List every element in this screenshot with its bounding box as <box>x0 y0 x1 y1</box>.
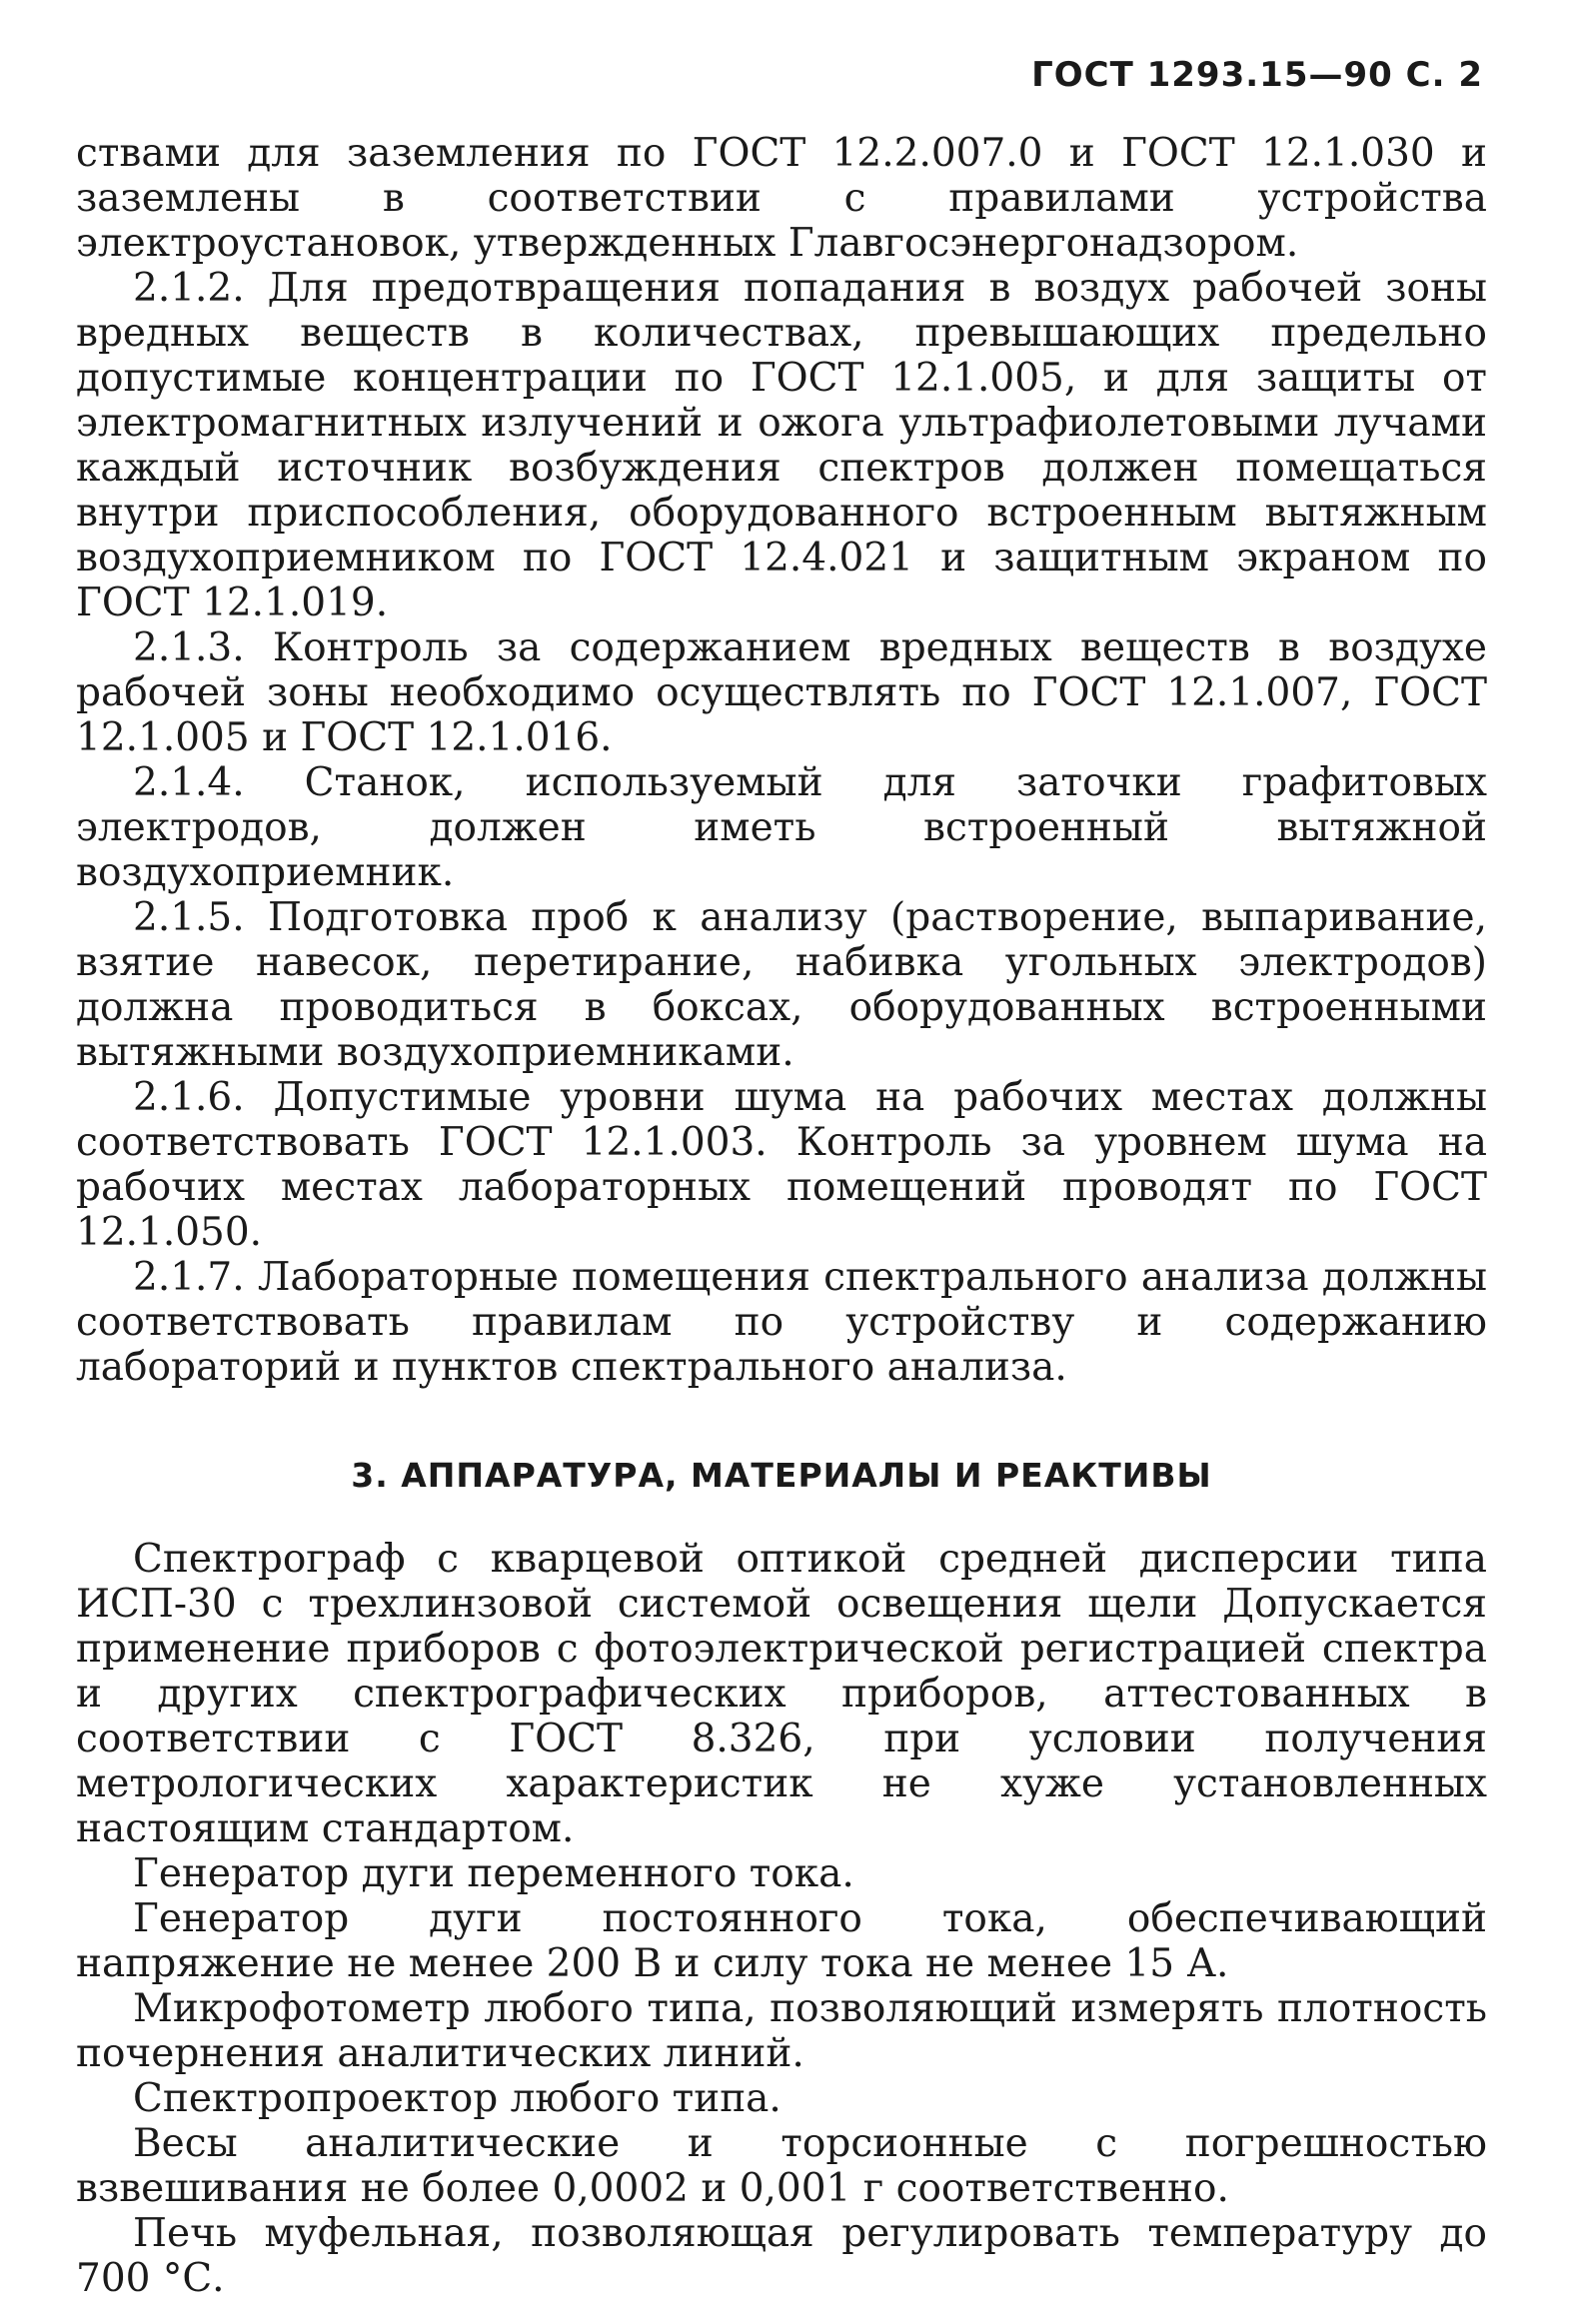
paragraph-2-1-5: 2.1.5. Подготовка проб к анализу (растворение, выпаривание, взятие навесок, перетирание, набивка угольных электродов) должна проводиться в боксах, оборудованных встроенными вытяжными воздухоприемниками. <box>76 895 1487 1075</box>
paragraph-dc-arc-generator: Генератор дуги постоянного тока, обеспечивающий напряжение не менее 200 В и силу тока не менее 15 А. <box>76 1896 1487 1986</box>
paragraph-spectroprojector: Спектропроектор любого типа. <box>133 2076 782 2121</box>
paragraph-microphotometer: Микрофотометр любого типа, позволяющий измерять плотность почернения аналитических линий. <box>76 1986 1487 2076</box>
paragraph-scales: Весы аналитические и торсионные с погрешностью взвешивания не более 0,0002 и 0,001 г соответственно. <box>76 2121 1487 2211</box>
section-3-heading: 3. АППАРАТУРА, МАТЕРИАЛЫ И РЕАКТИВЫ <box>351 1456 1212 1495</box>
section-3-body <box>76 1537 1487 2301</box>
paragraph-2-1-2: 2.1.2. Для предотвращения попадания в воздух рабочей зоны вредных веществ в количествах, превышающих предельно допустимые концентрации по ГОСТ 12.1.005, и для защиты от электромагнитных излучений и ожога ультрафиолетовыми лучами каждый источник возбуждения спектров должен помещаться внутри приспособления, оборудованного встроенным вытяжным воздухоприемником по ГОСТ 12.4.021 и защитным экраном по ГОСТ 12.1.019. <box>76 266 1487 625</box>
paragraph-2-1-4: 2.1.4. Станок, используемый для заточки графитовых электродов, должен иметь встроенный вытяжной воздухоприемник. <box>76 760 1487 895</box>
section-2-continuation <box>76 131 1487 1390</box>
paragraph-ac-arc-generator: Генератор дуги переменного тока. <box>133 1851 854 1896</box>
paragraph-muffle-furnace: Печь муфельная, позволяющая регулировать температуру до 700 °С. <box>76 2211 1487 2301</box>
page-header: ГОСТ 1293.15—90 С. 2 <box>1031 55 1483 95</box>
paragraph-2-1-1-continued: ствами для заземления по ГОСТ 12.2.007.0 и ГОСТ 12.1.030 и заземлены в соответствии с правилами устройства электроустановок, утвержденных Главгосэнергонадзором. <box>76 131 1487 266</box>
paragraph-spectrograph: Спектрограф с кварцевой оптикой средней дисперсии типа ИСП-30 с трехлинзовой системой освещения щели Допускается применение приборов с фотоэлектрической регистрацией спектра и других спектрографических приборов, аттестованных в соответствии с ГОСТ 8.326, при условии получения метрологических характеристик не хуже установленных настоящим стандартом. <box>76 1537 1487 1851</box>
paragraph-2-1-3: 2.1.3. Контроль за содержанием вредных веществ в воздухе рабочей зоны необходимо осуществлять по ГОСТ 12.1.007, ГОСТ 12.1.005 и ГОСТ 12.1.016. <box>76 625 1487 760</box>
paragraph-2-1-6: 2.1.6. Допустимые уровни шума на рабочих местах должны соответствовать ГОСТ 12.1.003. Контроль за уровнем шума на рабочих местах лабораторных помещений проводят по ГОСТ 12.1.050. <box>76 1075 1487 1255</box>
paragraph-2-1-7: 2.1.7. Лабораторные помещения спектрального анализа должны соответствовать правилам по устройству и содержанию лабораторий и пунктов спектрального анализа. <box>76 1255 1487 1390</box>
